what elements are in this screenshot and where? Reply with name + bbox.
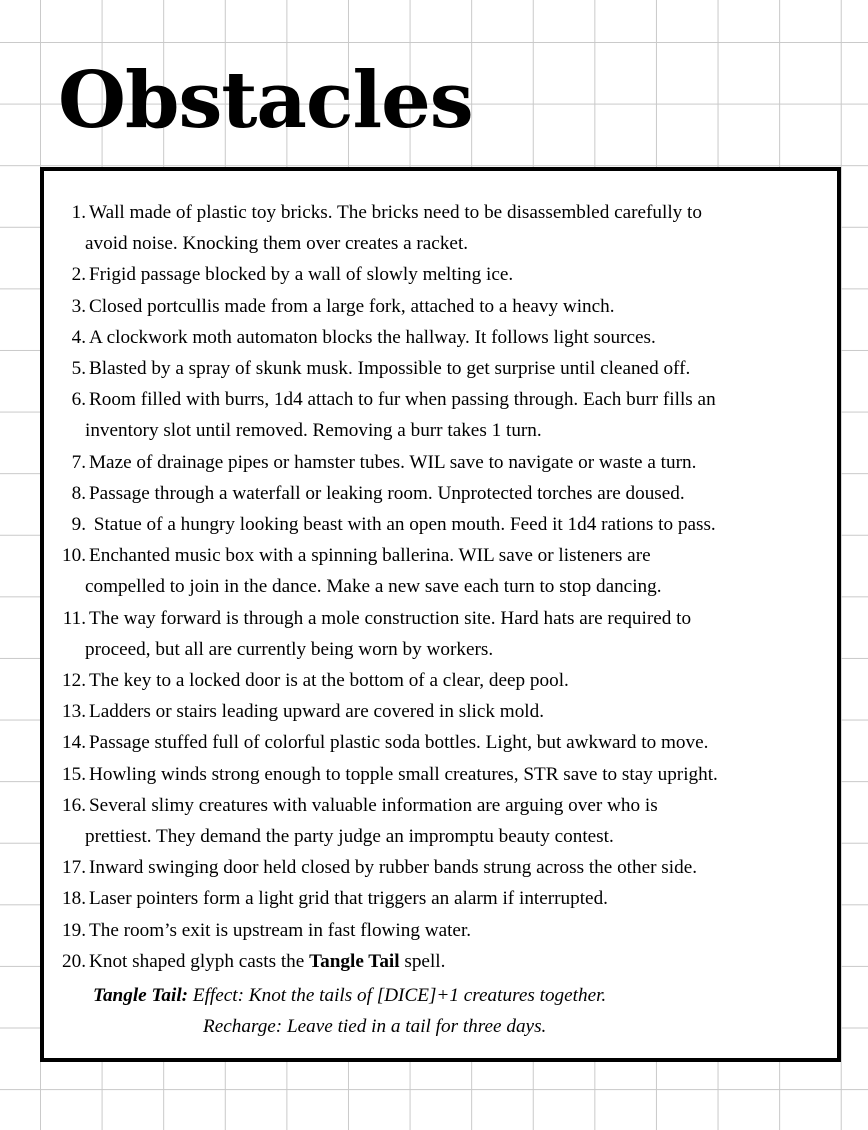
spell-description	[44, 980, 834, 1042]
obstacle-number: 18.	[62, 888, 86, 910]
obstacle-number: 7.	[71, 451, 86, 473]
obstacle-number: 9.	[71, 514, 86, 536]
obstacle-text-line: Inward swinging door held closed by rubber bands strung across the other side.	[89, 857, 698, 879]
obstacle-item-9	[44, 509, 824, 540]
obstacle-text-line: Maze of drainage pipes or hamster tubes. WIL save to navigate or waste a turn.	[89, 451, 697, 473]
obstacle-item-14	[44, 727, 824, 758]
spell-effect-line	[44, 980, 834, 1011]
obstacle-text-line: The way forward is through a mole construction site. Hard hats are required to	[89, 607, 692, 629]
obstacle-number: 17.	[62, 857, 86, 879]
obstacle-item-10	[44, 540, 824, 602]
obstacle-item-4	[44, 322, 824, 353]
obstacle-item-17	[44, 852, 824, 883]
obstacle-number: 13.	[62, 701, 86, 723]
obstacle-number: 8.	[71, 482, 86, 504]
spell-recharge-line: Recharge: Leave tied in a tail for three days.	[203, 1016, 547, 1038]
obstacle-text-line: Several slimy creatures with valuable information are arguing over who is	[89, 794, 658, 816]
obstacle-text-line: Howling winds strong enough to topple small creatures, STR save to stay upright.	[89, 763, 718, 785]
obstacle-item-12	[44, 665, 824, 696]
obstacle-text-line: The key to a locked door is at the bottom of a clear, deep pool.	[89, 670, 569, 692]
obstacle-number: 6.	[71, 389, 86, 411]
obstacle-item-6	[44, 384, 824, 446]
obstacle-item-5	[44, 353, 824, 384]
obstacle-item-18	[44, 883, 824, 914]
obstacle-text-line: Enchanted music box with a spinning ballerina. WIL save or listeners are	[89, 545, 651, 567]
spell-name-inline: Tangle Tail	[309, 950, 400, 972]
obstacle-text-line: Wall made of plastic toy bricks. The bricks need to be disassembled carefully to	[89, 202, 702, 223]
obstacle-item-8	[44, 478, 824, 509]
obstacle-item-13	[44, 696, 824, 727]
obstacle-text-line: avoid noise. Knocking them over creates a racket.	[85, 233, 469, 255]
obstacle-number: 2.	[71, 264, 86, 286]
obstacles-table-box	[40, 167, 841, 1062]
page-title: Obstacles	[58, 55, 473, 146]
obstacle-text-end: spell.	[399, 950, 446, 972]
spell-name-label: Tangle Tail:	[93, 985, 189, 1006]
obstacle-text: Knot shaped glyph casts the	[89, 950, 310, 972]
obstacle-number: 14.	[62, 732, 86, 754]
obstacle-item-11	[44, 603, 824, 665]
obstacle-item-7	[44, 447, 824, 478]
obstacle-item-19	[44, 915, 824, 946]
obstacle-text-line: Laser pointers form a light grid that triggers an alarm if interrupted.	[89, 888, 608, 910]
obstacle-number: 15.	[62, 763, 86, 785]
obstacle-number: 20.	[62, 950, 86, 972]
obstacle-text-line: A clockwork moth automaton blocks the hallway. It follows light sources.	[89, 326, 656, 348]
obstacle-text-line: prettiest. They demand the party judge an impromptu beauty contest.	[85, 826, 614, 848]
obstacle-text-line: compelled to join in the dance. Make a new save each turn to stop dancing.	[85, 576, 662, 598]
obstacle-number: 11.	[62, 607, 86, 629]
obstacle-item-20	[44, 946, 824, 977]
obstacle-text-line: Passage through a waterfall or leaking room. Unprotected torches are doused.	[89, 482, 685, 504]
obstacle-number: 19.	[62, 919, 86, 941]
obstacle-item-2	[44, 259, 824, 290]
obstacle-text-line: The room’s exit is upstream in fast flowing water.	[89, 919, 472, 941]
obstacle-number: 5.	[71, 358, 86, 380]
obstacle-text-line: Room filled with burrs, 1d4 attach to fur when passing through. Each burr fills an	[89, 389, 716, 411]
obstacle-text-line: Frigid passage blocked by a wall of slowly melting ice.	[89, 264, 514, 286]
obstacle-number: 12.	[62, 670, 86, 692]
obstacle-number: 1.	[71, 202, 86, 223]
obstacle-number: 3.	[71, 295, 86, 317]
obstacle-list	[44, 197, 824, 977]
obstacle-item-15	[44, 759, 824, 790]
spell-effect: Effect: Knot the tails of [DICE]+1 creatures together.	[188, 985, 607, 1006]
obstacle-text-line: Passage stuffed full of colorful plastic soda bottles. Light, but awkward to move.	[89, 732, 709, 754]
obstacle-number: 10.	[62, 545, 86, 567]
obstacle-text-line: Statue of a hungry looking beast with an open mouth. Feed it 1d4 rations to pass.	[89, 514, 716, 536]
obstacle-text-line: inventory slot until removed. Removing a burr takes 1 turn.	[85, 420, 542, 442]
obstacle-number: 16.	[62, 794, 86, 816]
obstacle-item-1	[44, 197, 824, 259]
obstacle-item-3	[44, 291, 824, 322]
obstacle-item-16	[44, 790, 824, 852]
obstacle-text-line: Ladders or stairs leading upward are covered in slick mold.	[89, 701, 545, 723]
obstacle-text-line: Blasted by a spray of skunk musk. Impossible to get surprise until cleaned off.	[89, 358, 691, 380]
obstacle-text-line: Closed portcullis made from a large fork, attached to a heavy winch.	[89, 295, 615, 317]
obstacle-text-line: proceed, but all are currently being worn by workers.	[85, 638, 494, 660]
obstacle-number: 4.	[71, 326, 86, 348]
